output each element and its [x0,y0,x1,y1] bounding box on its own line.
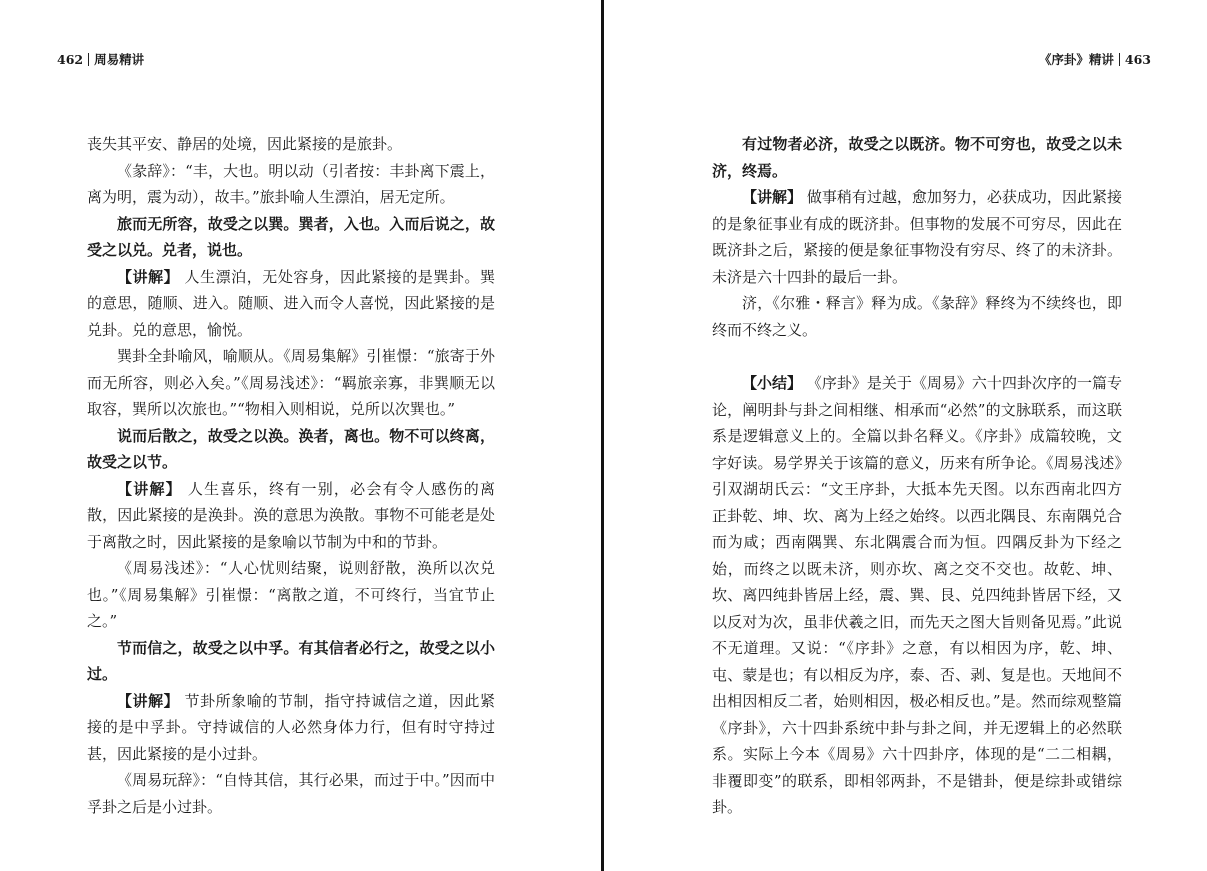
page-number: 462 [57,52,84,67]
running-title: 《序卦》精讲 [1038,52,1114,67]
left-page-body [87,131,495,820]
paragraph-text: 节而信之，故受之以中孚。有其信者必行之，故受之以小过。 [87,638,495,683]
header-divider [88,53,89,66]
paragraph-text: 人生喜乐，终有一别，必会有令人感伤的离散，因此紧接的是涣卦。涣的意思为涣散。事物不可能老是处于离散之时，因此紧接的是象喻以节制为中和的节卦。 [87,479,495,551]
paragraph-text: 旅而无所容，故受之以巽。巽者，入也。入而后说之，故受之以兑。兑者，说也。 [87,214,495,259]
commentary-paragraph [712,290,1122,343]
paragraph-gap [712,343,1122,370]
right-page [605,0,1207,871]
section-label: 【讲解】 [117,267,180,286]
left-page-header [57,50,144,68]
paragraph-text: 有过物者必济，故受之以既济。物不可穷也，故受之以未济，终焉。 [712,135,1122,180]
paragraph-text: 《彖辞》：“丰，大也。明以动（引者按：丰卦离下震上，离为明，震为动），故丰。”旅卦喻人生漂泊，居无定所。 [87,161,495,206]
section-label: 【讲解】 [117,479,182,498]
paragraph-text: 人生漂泊，无处容身，因此紧接的是巽卦。巽的意思，随顺、进入。随顺、进入而令人喜悦，因此紧接的是兑卦。兑的意思，愉悦。 [87,267,495,339]
paragraph-text: 说而后散之，故受之以涣。涣者，离也。物不可以终离，故受之以节。 [87,426,495,471]
commentary-paragraph [87,555,495,635]
paragraph-text: 济，《尔雅・释言》释为成。《彖辞》释终为不续终也，即终而不终之义。 [712,294,1122,339]
book-spine [601,0,604,871]
classic-text-paragraph [712,131,1122,184]
commentary-paragraph [87,767,495,820]
paragraph-text: 《序卦》是关于《周易》六十四卦次序的一篇专论，阐明卦与卦之间相继、相承而“必然”的文脉联系，而这联系是逻辑意义上的。全篇以卦名释义。《序卦》成篇较晚，文字好读。易学界关于该篇的意义，历来有所争论。《周易浅述》引双湖胡氏云：“文王序卦，大抵本先天图。以东西南北四方正卦乾、坤、坎、离为上经之始终。以西北隅艮、东南隅兑合而为咸；西南隅巽、东北隅震合而为恒。四隅反卦为下经之始，而终之以既未济，则亦坎、离之交不交也。故乾、坤、坎、离四纯卦皆居上经，震、巽、艮、兑四纯卦皆居下经，又以反对为次，虽非伏羲之旧，而先天之图大旨则备见焉。”此说不无道理。又说：“《序卦》之意，有以相因为序，乾、坤、屯、蒙是也；有以相反为序，泰、否、剥、复是也。天地间不出相因相反二者，始则相因，极必相反也。”是。然而综观整篇《序卦》，六十四卦系统中卦与卦之间，并无逻辑上的必然联系。实际上今本《周易》六十四卦序，体现的是“二二相耦，非覆即变”的联系，即相邻两卦，不是错卦，便是综卦或错综卦。 [712,374,1122,816]
paragraph-text: 节卦所象喻的节制，指守持诚信之道，因此紧接的是中孚卦。守持诚信的人必然身体力行，但有时守持过甚，因此紧接的是小过卦。 [87,691,495,763]
paragraph-text: 丧失其平安、静居的处境，因此紧接的是旅卦。 [87,135,403,153]
classic-text-paragraph [87,211,495,264]
classic-text-paragraph [87,635,495,688]
left-page [0,0,600,871]
right-page-header [1039,50,1151,68]
paragraph-text: 《周易浅述》：“人心忧则结聚，说则舒散，涣所以次兑也。”《周易集解》引崔憬：“离散之道，不可终行，当宜节止之。” [87,559,495,630]
section-label: 【小结】 [742,374,803,392]
explanation-paragraph [712,370,1122,821]
section-label: 【讲解】 [117,691,180,710]
right-page-body [712,131,1122,821]
paragraph-text: 巽卦全卦喻风，喻顺从。《周易集解》引崔憬：“旅寄于外而无所容，则必入矣。”《周易浅述》：“羁旅亲寡，非巽顺无以取容，巽所以次旅也。”“物相入则相说，兑所以次巽也。” [87,347,495,418]
commentary-paragraph [87,343,495,423]
explanation-paragraph [87,476,495,556]
page-number: 463 [1124,52,1151,67]
paragraph-text: 《周易玩辞》：“自恃其信，其行必果，而过于中。”因而中孚卦之后是小过卦。 [87,771,495,816]
paragraph-text: 做事稍有过越，愈加努力，必获成功，因此紧接的是象征事业有成的既济卦。但事物的发展不可穷尽，因此在既济卦之后，紧接的便是象征事物没有穷尽、终了的未济卦。未济是六十四卦的最后一卦。 [712,188,1122,286]
running-title: 周易精讲 [94,52,145,67]
explanation-paragraph [87,264,495,344]
commentary-paragraph [87,158,495,211]
header-divider [1119,53,1120,66]
explanation-paragraph [87,688,495,768]
explanation-paragraph [712,184,1122,290]
classic-text-paragraph [87,423,495,476]
section-label: 【讲解】 [742,188,803,206]
body-paragraph [87,131,495,158]
